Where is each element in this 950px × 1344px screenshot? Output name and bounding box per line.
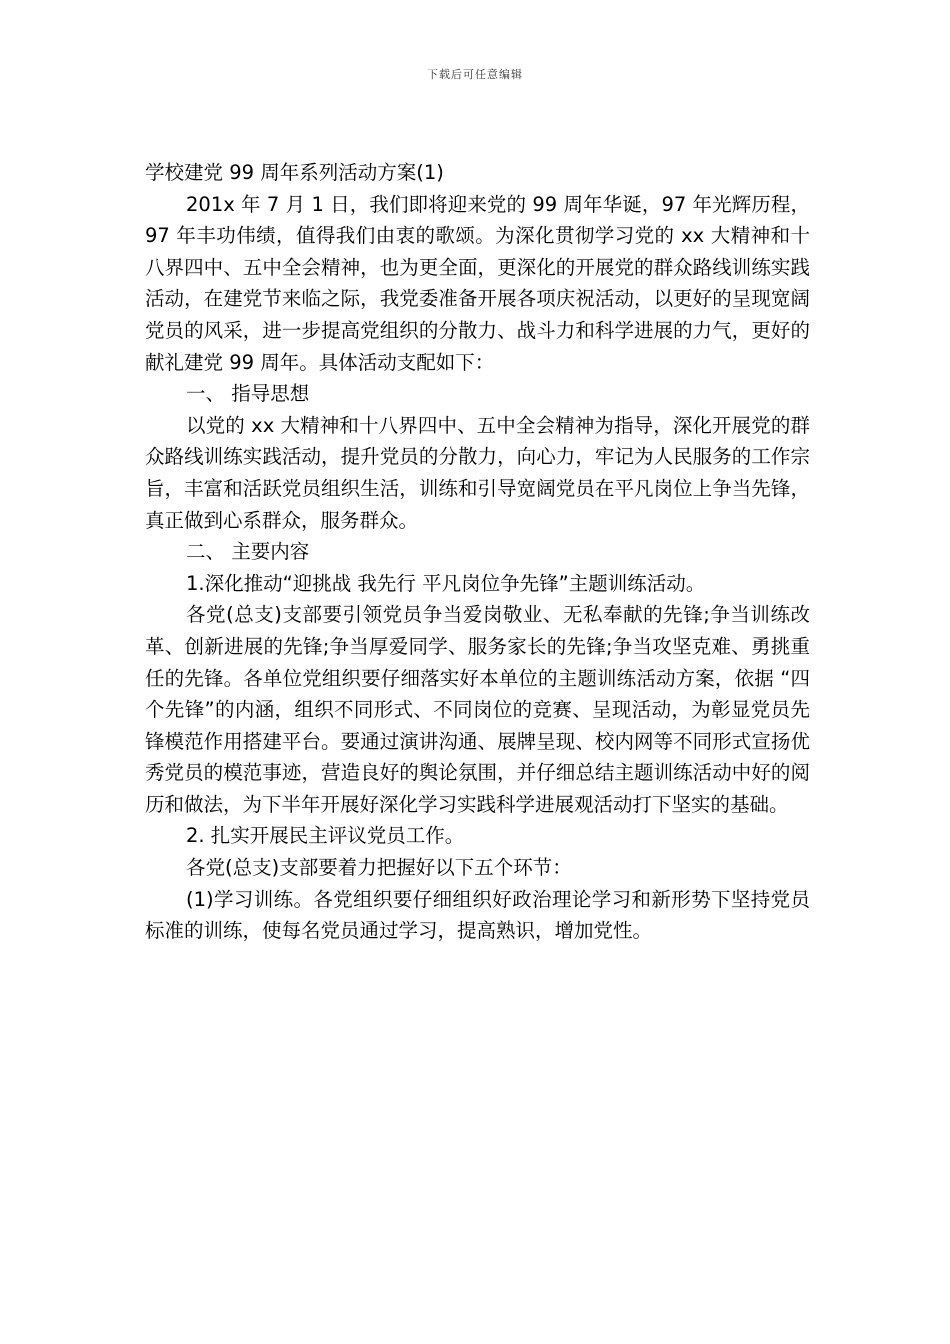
document-body xyxy=(145,157,810,947)
item-heading-2: 2. 扎实开展民主评议党员工作。 xyxy=(186,824,465,848)
paragraph-five-links: 各党(总支)支部要着力把握好以下五个环节： xyxy=(186,856,572,880)
section-heading-guiding-ideology: 一、 指导思想 xyxy=(186,382,310,406)
paragraph-item-1: 各党(总支)支部要引领党员争当爱岗敬业、无私奉献的先锋;争当训练改革、创新进展的先锋;争当厚爱同学、服务家长的先锋;争当攻坚克难、勇挑重任的先锋。各单位党组织要仔细落实好本单位的主题训练活动方案，依据 “四个先锋”的内涵，组织不同形式、不同岗位的竞赛、呈现活动，为彰显党员先锋模范作用搭建平台。要通过演讲沟通、展牌呈现、校内网等不同形式宣扬优秀党员的模范事迹，营造良好的舆论氛围，并仔细总结主题训练活动中好的阅历和做法，为下半年开展好深化学习实践科学进展观活动打下坚实的基础。 xyxy=(145,603,810,816)
paragraph-guiding-ideology: 以党的 xx 大精神和十八界四中、五中全会精神为指导，深化开展党的群众路线训练实践活动，提升党员的分散力，向心力，牢记为人民服务的工作宗旨，丰富和活跃党员组织生活，训练和引导宽阔党员在平凡岗位上争当先锋，真正做到心系群众，服务群众。 xyxy=(145,413,810,532)
paragraph-study-training: (1)学习训练。各党组织要仔细组织好政治理论学习和新形势下坚持党员标准的训练，使每名党员通过学习，提高熟识，增加党性。 xyxy=(145,887,810,943)
item-heading-1: 1.深化推动“迎挑战 我先行 平凡岗位争先锋”主题训练活动。 xyxy=(186,571,706,595)
document-title: 学校建党 99 周年系列活动方案(1) xyxy=(145,161,444,184)
section-heading-main-content: 二、 主要内容 xyxy=(186,540,310,564)
header-note: 下载后可任意编辑 xyxy=(427,68,523,81)
paragraph-intro: 201x 年 7 月 1 日，我们即将迎来党的 99 周年华诞，97 年光辉历程，97 年丰功伟绩，值得我们由衷的歌颂。为深化贯彻学习党的 xx 大精神和十八界四中、五中全会精神，也为更全面，更深化的开展党的群众路线训练实践活动，在建党节来临之际，我党委准备开展各项庆祝活动，以更好的呈现宽阔党员的风采，进一步提高党组织的分散力、战斗力和科学进展的力气，更好的献礼建党 99 周年。具体活动支配如下： xyxy=(145,192,810,374)
